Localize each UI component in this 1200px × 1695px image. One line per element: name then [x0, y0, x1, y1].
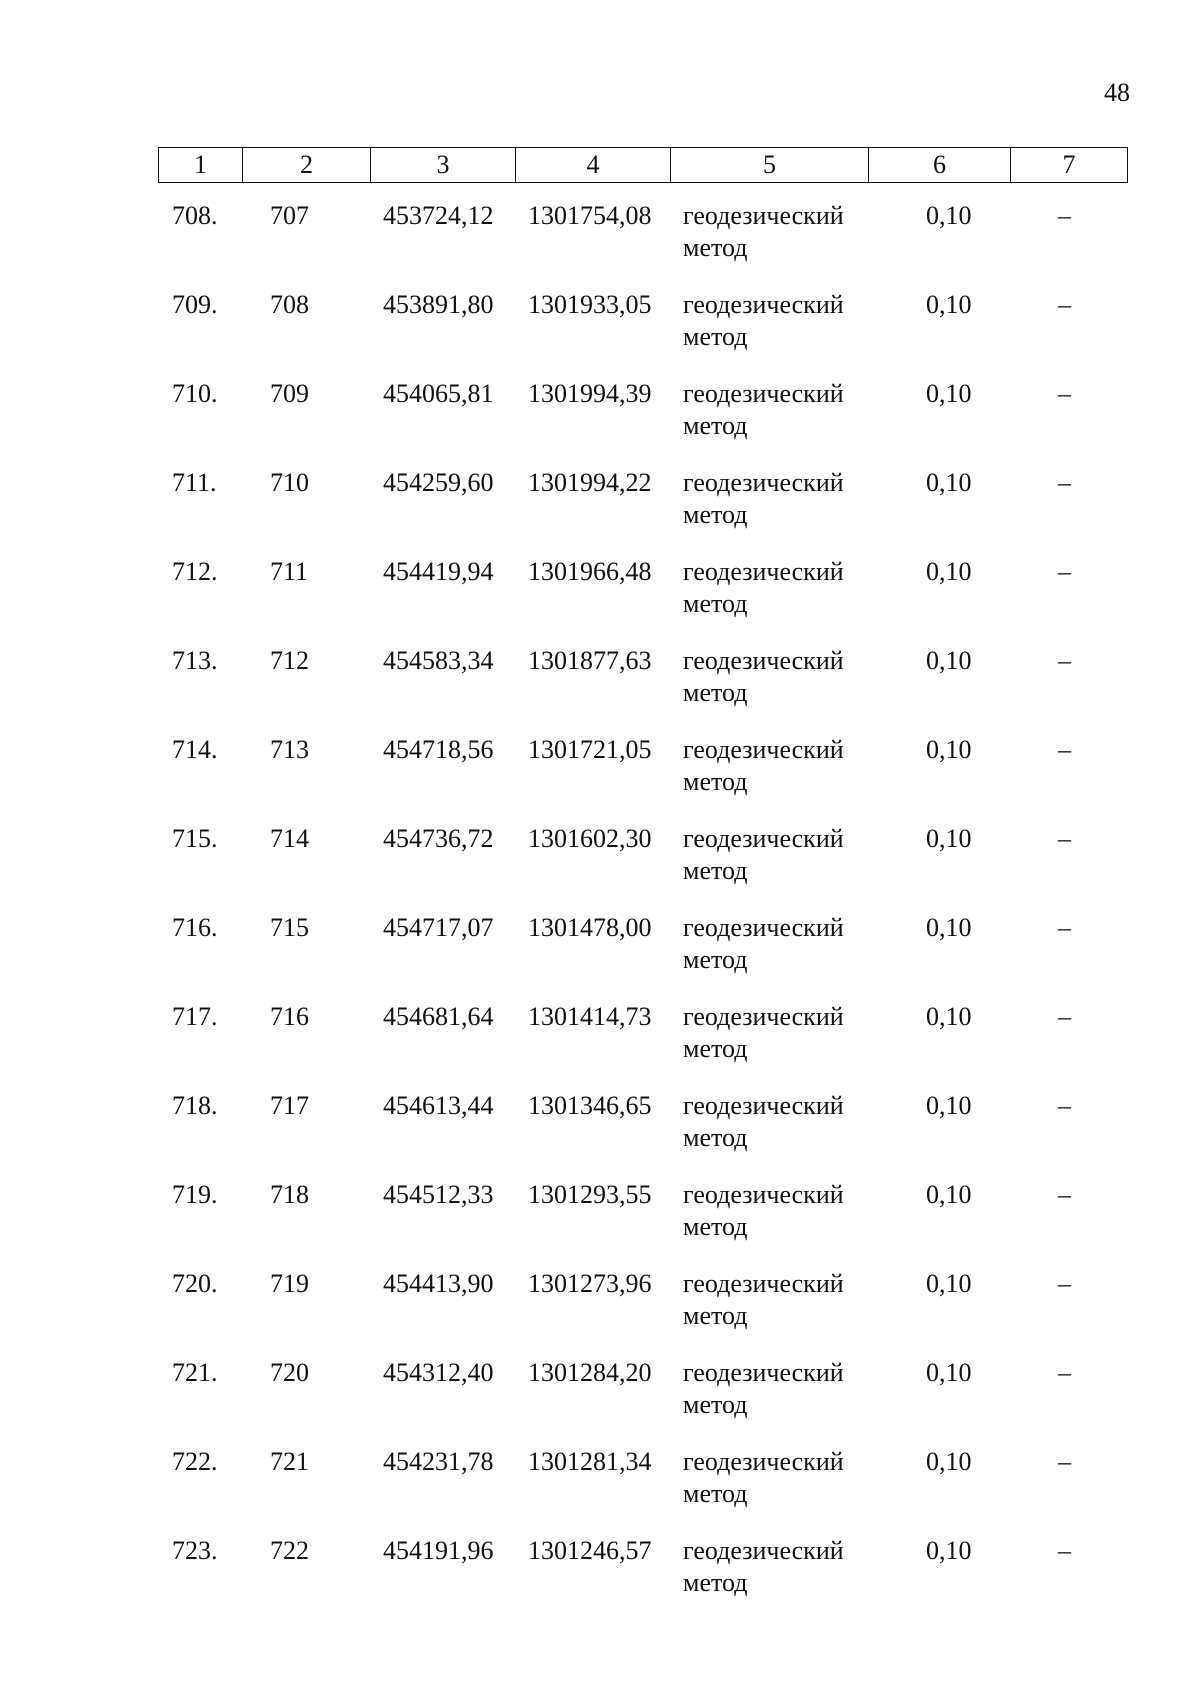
row-number: 719. — [172, 1180, 218, 1209]
method-text — [683, 1179, 883, 1243]
coordinate-x: 454736,72 — [383, 824, 494, 853]
method-line-1: геодезический — [683, 646, 844, 675]
accuracy-value: 0,10 — [926, 1002, 972, 1031]
point-number: 717 — [270, 1091, 309, 1120]
accuracy-value: 0,10 — [926, 1536, 972, 1565]
method-line-1: геодезический — [683, 1447, 844, 1476]
point-number: 722 — [270, 1536, 309, 1565]
method-line-1: геодезический — [683, 1091, 844, 1120]
coordinate-y: 1301346,65 — [528, 1091, 652, 1120]
method-line-2: метод — [683, 1123, 748, 1152]
row-number: 713. — [172, 646, 218, 675]
point-number: 709 — [270, 379, 309, 408]
coordinate-x: 454065,81 — [383, 379, 494, 408]
table-row — [158, 1001, 1128, 1090]
coordinate-y: 1301246,57 — [528, 1536, 652, 1565]
header-col-4: 4 — [516, 148, 671, 182]
method-text — [683, 289, 883, 353]
header-col-6: 6 — [869, 148, 1011, 182]
method-text — [683, 378, 883, 442]
coordinate-x: 454259,60 — [383, 468, 494, 497]
method-line-1: геодезический — [683, 1180, 844, 1209]
point-number: 714 — [270, 824, 309, 853]
method-line-1: геодезический — [683, 735, 844, 764]
accuracy-value: 0,10 — [926, 468, 972, 497]
row-number: 720. — [172, 1269, 218, 1298]
row-number: 715. — [172, 824, 218, 853]
point-number: 718 — [270, 1180, 309, 1209]
note-dash: – — [1058, 646, 1071, 675]
row-number: 722. — [172, 1447, 218, 1476]
note-dash: – — [1058, 379, 1071, 408]
accuracy-value: 0,10 — [926, 379, 972, 408]
accuracy-value: 0,10 — [926, 1180, 972, 1209]
point-number: 713 — [270, 735, 309, 764]
method-line-2: метод — [683, 322, 748, 351]
method-line-1: геодезический — [683, 1269, 844, 1298]
table-row — [158, 734, 1128, 823]
method-line-2: метод — [683, 589, 748, 618]
table-row — [158, 1268, 1128, 1357]
coordinate-x: 454191,96 — [383, 1536, 494, 1565]
note-dash: – — [1058, 1536, 1071, 1565]
note-dash: – — [1058, 1358, 1071, 1387]
method-line-2: метод — [683, 856, 748, 885]
method-line-1: геодезический — [683, 557, 844, 586]
note-dash: – — [1058, 1447, 1071, 1476]
coordinate-y: 1301994,22 — [528, 468, 652, 497]
method-line-2: метод — [683, 1568, 748, 1597]
note-dash: – — [1058, 468, 1071, 497]
table-row — [158, 200, 1128, 289]
accuracy-value: 0,10 — [926, 913, 972, 942]
point-number: 715 — [270, 913, 309, 942]
page-number: 48 — [1104, 78, 1130, 107]
accuracy-value: 0,10 — [926, 824, 972, 853]
table-row — [158, 1446, 1128, 1535]
accuracy-value: 0,10 — [926, 201, 972, 230]
coordinate-y: 1301273,96 — [528, 1269, 652, 1298]
note-dash: – — [1058, 557, 1071, 586]
method-line-2: метод — [683, 945, 748, 974]
method-line-2: метод — [683, 233, 748, 262]
method-line-2: метод — [683, 1034, 748, 1063]
note-dash: – — [1058, 913, 1071, 942]
row-number: 711. — [172, 468, 217, 497]
point-number: 708 — [270, 290, 309, 319]
note-dash: – — [1058, 735, 1071, 764]
accuracy-value: 0,10 — [926, 1358, 972, 1387]
coordinate-y: 1301877,63 — [528, 646, 652, 675]
row-number: 714. — [172, 735, 218, 764]
method-text — [683, 1446, 883, 1510]
coordinate-y: 1301966,48 — [528, 557, 652, 586]
coordinate-x: 454413,90 — [383, 1269, 494, 1298]
coordinate-x: 454312,40 — [383, 1358, 494, 1387]
coordinate-x: 453891,80 — [383, 290, 494, 319]
point-number: 711 — [270, 557, 309, 586]
table-row — [158, 467, 1128, 556]
coordinate-y: 1301721,05 — [528, 735, 652, 764]
coordinate-y: 1301754,08 — [528, 201, 652, 230]
note-dash: – — [1058, 1269, 1071, 1298]
accuracy-value: 0,10 — [926, 290, 972, 319]
row-number: 718. — [172, 1091, 218, 1120]
method-line-2: метод — [683, 500, 748, 529]
row-number: 710. — [172, 379, 218, 408]
coordinate-x: 454583,34 — [383, 646, 494, 675]
coordinate-y: 1301602,30 — [528, 824, 652, 853]
method-line-1: геодезический — [683, 1536, 844, 1565]
method-line-2: метод — [683, 1212, 748, 1241]
header-col-1: 1 — [159, 148, 243, 182]
method-text — [683, 823, 883, 887]
table-row — [158, 645, 1128, 734]
row-number: 721. — [172, 1358, 218, 1387]
method-line-1: геодезический — [683, 468, 844, 497]
method-text — [683, 912, 883, 976]
coordinate-y: 1301994,39 — [528, 379, 652, 408]
coordinate-y: 1301478,00 — [528, 913, 652, 942]
method-line-1: геодезический — [683, 201, 844, 230]
coordinate-x: 454681,64 — [383, 1002, 494, 1031]
accuracy-value: 0,10 — [926, 557, 972, 586]
method-text — [683, 1357, 883, 1421]
coordinate-x: 454231,78 — [383, 1447, 494, 1476]
header-col-2: 2 — [243, 148, 371, 182]
header-col-5: 5 — [671, 148, 869, 182]
coordinate-y: 1301284,20 — [528, 1358, 652, 1387]
accuracy-value: 0,10 — [926, 1269, 972, 1298]
point-number: 720 — [270, 1358, 309, 1387]
method-line-1: геодезический — [683, 1358, 844, 1387]
note-dash: – — [1058, 290, 1071, 319]
row-number: 717. — [172, 1002, 218, 1031]
header-col-7: 7 — [1062, 150, 1076, 179]
table-row — [158, 1090, 1128, 1179]
point-number: 707 — [270, 201, 309, 230]
row-number: 712. — [172, 557, 218, 586]
coordinate-y: 1301293,55 — [528, 1180, 652, 1209]
accuracy-value: 0,10 — [926, 646, 972, 675]
method-line-2: метод — [683, 678, 748, 707]
table-row — [158, 1535, 1128, 1624]
row-number: 716. — [172, 913, 218, 942]
row-number: 709. — [172, 290, 218, 319]
coordinate-y: 1301414,73 — [528, 1002, 652, 1031]
table-row — [158, 289, 1128, 378]
point-number: 710 — [270, 468, 309, 497]
coordinate-x: 454419,94 — [383, 557, 494, 586]
accuracy-value: 0,10 — [926, 1447, 972, 1476]
table-body — [158, 200, 1128, 1624]
point-number: 716 — [270, 1002, 309, 1031]
table-row — [158, 556, 1128, 645]
method-line-1: геодезический — [683, 913, 844, 942]
method-text — [683, 1090, 883, 1154]
method-line-2: метод — [683, 1479, 748, 1508]
method-text — [683, 467, 883, 531]
point-number: 712 — [270, 646, 309, 675]
method-line-1: геодезический — [683, 290, 844, 319]
method-line-2: метод — [683, 767, 748, 796]
accuracy-value: 0,10 — [926, 1091, 972, 1120]
method-line-2: метод — [683, 1390, 748, 1419]
table-row — [158, 1179, 1128, 1268]
method-line-2: метод — [683, 1301, 748, 1330]
table-header — [158, 147, 1128, 183]
method-text — [683, 645, 883, 709]
table-row — [158, 823, 1128, 912]
coordinate-x: 454718,56 — [383, 735, 494, 764]
coordinate-x: 454613,44 — [383, 1091, 494, 1120]
method-line-2: метод — [683, 411, 748, 440]
accuracy-value: 0,10 — [926, 735, 972, 764]
point-number: 719 — [270, 1269, 309, 1298]
note-dash: – — [1058, 1002, 1071, 1031]
method-text — [683, 1535, 883, 1599]
row-number: 708. — [172, 201, 218, 230]
coordinate-y: 1301281,34 — [528, 1447, 652, 1476]
header-col-3: 3 — [371, 148, 516, 182]
row-number: 723. — [172, 1536, 218, 1565]
coordinate-x: 454717,07 — [383, 913, 494, 942]
method-text — [683, 1001, 883, 1065]
table-row — [158, 378, 1128, 467]
note-dash: – — [1058, 1180, 1071, 1209]
coordinate-x: 454512,33 — [383, 1180, 494, 1209]
method-text — [683, 556, 883, 620]
note-dash: – — [1058, 1091, 1071, 1120]
coordinate-y: 1301933,05 — [528, 290, 652, 319]
point-number: 721 — [270, 1447, 309, 1476]
method-text — [683, 1268, 883, 1332]
method-line-1: геодезический — [683, 824, 844, 853]
method-line-1: геодезический — [683, 1002, 844, 1031]
table-row — [158, 1357, 1128, 1446]
method-text — [683, 734, 883, 798]
note-dash: – — [1058, 824, 1071, 853]
table-row — [158, 912, 1128, 1001]
method-text — [683, 200, 883, 264]
method-line-1: геодезический — [683, 379, 844, 408]
note-dash: – — [1058, 201, 1071, 230]
coordinate-x: 453724,12 — [383, 201, 494, 230]
